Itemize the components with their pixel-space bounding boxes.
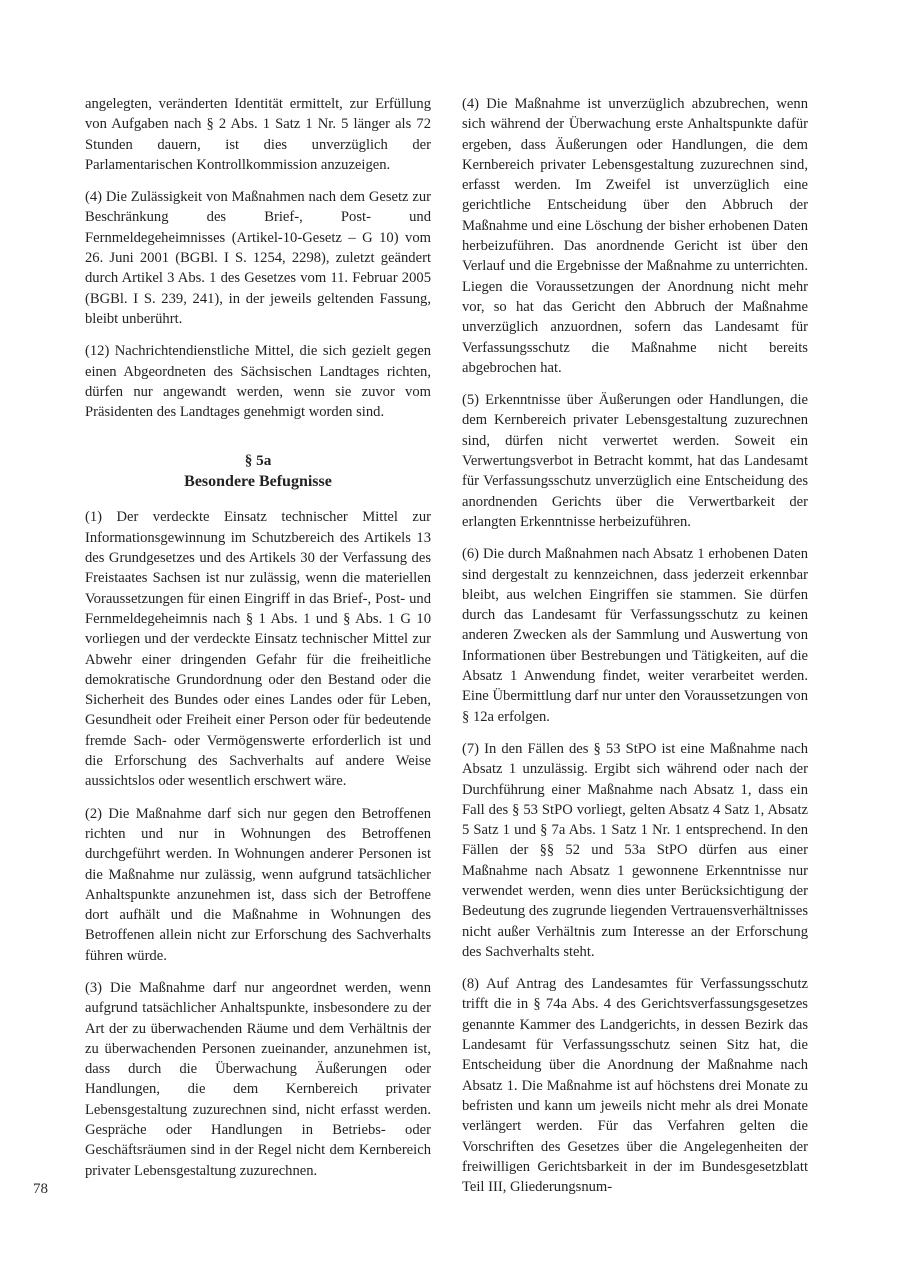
section-heading bbox=[85, 451, 431, 492]
paragraph-abs3: (3) Die Maßnahme darf nur angeordnet werden, wenn aufgrund tatsächlicher Anhaltspunkte, insbesondere zu der Art der zu überwachenden Räume und dem Verhältnis der zu überwachenden Personen zueinander, anzunehmen ist, dass durch die Überwachung Äußerungen oder Handlungen, die dem Kernbereich privater Lebensgestaltung zuzurechnen sind, nicht erfasst werden. Gespräche oder Handlungen in Betriebs- oder Geschäftsräumen sind in der Regel nicht dem Kernbereich privater Lebensgestaltung zuzurechnen. bbox=[85, 979, 431, 1179]
section-title: Besondere Befugnisse bbox=[184, 473, 332, 491]
text-columns bbox=[85, 94, 808, 1209]
section-number: § 5a bbox=[244, 452, 272, 470]
paragraph-abs5: (5) Erkenntnisse über Äußerungen oder Handlungen, die dem Kernbereich privater Lebensgestaltung zuzurechnen sind, dürfen nicht verwertet werden. Soweit ein Verwertungsverbot in Betracht kommt, hat das Landesamt für Verfassungsschutz unverzüglich eine Entscheidung des anordnenden Gerichts über die Verwertbarkeit der erlangten Erkenntnisse herbeizuführen. bbox=[462, 392, 808, 530]
paragraph-continuation: angelegten, veränderten Identität ermittelt, zur Erfüllung von Aufgaben nach § 2 Abs. 1 Satz 1 Nr. 5 länger als 72 Stunden dauern, ist dies unverzüglich der Parlamentarischen Kontrollkommission anzuzeigen. bbox=[85, 96, 431, 173]
paragraph-abs12: (12) Nachrichtendienstliche Mittel, die sich gezielt gegen einen Abgeordneten des Sächsischen Landtages richten, dürfen nur angewandt werden, wenn sie zuvor vom Präsidenten des Landtages genehmigt worden sind. bbox=[85, 343, 431, 421]
right-column bbox=[462, 94, 808, 1209]
left-column bbox=[85, 94, 431, 1209]
paragraph-abs7: (7) In den Fällen des § 53 StPO ist eine Maßnahme nach Absatz 1 unzulässig. Ergibt sich während oder nach der Durchführung einer Maßnahme nach Absatz 1, dass ein Fall des § 53 StPO vorliegt, gelten Absatz 4 Satz 1, Absatz 5 Satz 1 und § 7a Abs. 1 Satz 1 Nr. 1 entsprechend. In den Fällen der §§ 52 und 53a StPO dürfen aus einer Maßnahme nach Absatz 1 gewonnene Erkenntnisse nur verwendet werden, wenn dies unter Berücksichtigung der Bedeutung des zugrunde liegenden Vertrauensverhältnisses nicht außer Verhältnis zum Interesse an der Erforschung des Sachverhalts steht. bbox=[462, 740, 808, 960]
paragraph-abs1: (1) Der verdeckte Einsatz technischer Mittel zur Informationsgewinnung im Schutzbereich des Artikels 13 des Grundgesetzes und des Artikels 30 der Verfassung des Freistaates Sachsen ist nur zulässig, wenn die materiellen Voraussetzungen für einen Eingriff in das Brief-, Post- und Fernmeldegeheimnis nach § 1 Abs. 1 und § Abs. 1 G 10 vorliegen und der verdeckte Einsatz technischer Mittel zur Abwehr einer dringenden Gefahr für die freiheitliche demokratische Grundordnung oder den Bestand oder die Sicherheit des Bundes oder eines Landes oder für Leben, Gesundheit oder Freiheit einer Person oder für bedeutende fremde Sach- oder Vermögenswerte erforderlich ist und die Erforschung des Sachverhalts auf andere Weise aussichtslos oder wesentlich erschwert wäre. bbox=[85, 509, 431, 790]
paragraph-abs4-right: (4) Die Maßnahme ist unverzüglich abzubrechen, wenn sich während der Überwachung erste Anhaltspunkte dafür ergeben, dass Äußerungen oder Handlungen, die dem Kernbereich privater Lebensgestaltung zuzurechnen sind, erfasst werden. Im Zweifel ist unverzüglich eine gerichtliche Entscheidung über den Abbruch der Maßnahme und eine Löschung der bisher erhobenen Daten herbeizuführen. Das anordnende Gericht ist über den Verlauf und die Ergebnisse der Maßnahme zu unterrichten. Liegen die Voraussetzungen der Anordnung nicht mehr vor, so hat das Gericht den Abbruch der Maßnahme unverzüglich anzuordnen, sofern das Landesamt für Verfassungsschutz die Maßnahme nicht bereits abgebrochen hat. bbox=[462, 96, 808, 376]
page-number: 78 bbox=[33, 1181, 48, 1197]
paragraph-abs8: (8) Auf Antrag des Landesamtes für Verfassungsschutz trifft die in § 74a Abs. 4 des Gerichtsverfassungsgesetzes genannte Kammer des Landgerichts, in dessen Bezirk das Landesamt für Verfassungsschutz seinen Sitz hat, die Entscheidung über die Anordnung der Maßnahme nach Absatz 1. Die Maßnahme ist auf höchstens drei Monate zu befristen und kann um jeweils nicht mehr als drei Monate verlängert werden. Für das Verfahren gelten die Vorschriften des Gesetzes über die Angelegenheiten der freiwilligen Gerichtsbarkeit in der im Bundesgesetzblatt Teil III, Gliederungsnum- bbox=[462, 976, 808, 1196]
paragraph-abs4: (4) Die Zulässigkeit von Maßnahmen nach dem Gesetz zur Beschränkung des Brief-, Post- und Fernmeldegeheimnisses (Artikel-10-Gesetz – G 10) vom 26. Juni 2001 (BGBl. I S. 1254, 2298), zuletzt geändert durch Artikel 3 Abs. 1 des Gesetzes vom 11. Februar 2005 (BGBl. I S. 239, 241), in der jeweils geltenden Fassung, bleibt unberührt. bbox=[85, 189, 431, 327]
paragraph-abs6: (6) Die durch Maßnahmen nach Absatz 1 erhobenen Daten sind dergestalt zu kennzeichnen, dass jederzeit erkennbar bleibt, aus welchen Eingriffen sie stammen. Sie dürfen durch das Landesamt für Verfassungsschutz zu keinen anderen Zwecken als der Sammlung und Auswertung von Informationen über Bestrebungen und Tätigkeiten, auf die Absatz 1 Anwendung findet, weiter verarbeitet werden. Eine Übermittlung darf nur unter den Voraussetzungen von § 12a erfolgen. bbox=[462, 546, 808, 725]
paragraph-abs2: (2) Die Maßnahme darf sich nur gegen den Betroffenen richten und nur in Wohnungen des Betroffenen durchgeführt werden. In Wohnungen anderer Personen ist die Maßnahme nur zulässig, wenn aufgrund tatsächlicher Anhaltspunkte anzunehmen ist, dass sich der Betroffene dort aufhält und die Maßnahme in Wohnungen des Betroffenen allein nicht zur Erforschung des Sachverhalts führen würde. bbox=[85, 805, 431, 964]
